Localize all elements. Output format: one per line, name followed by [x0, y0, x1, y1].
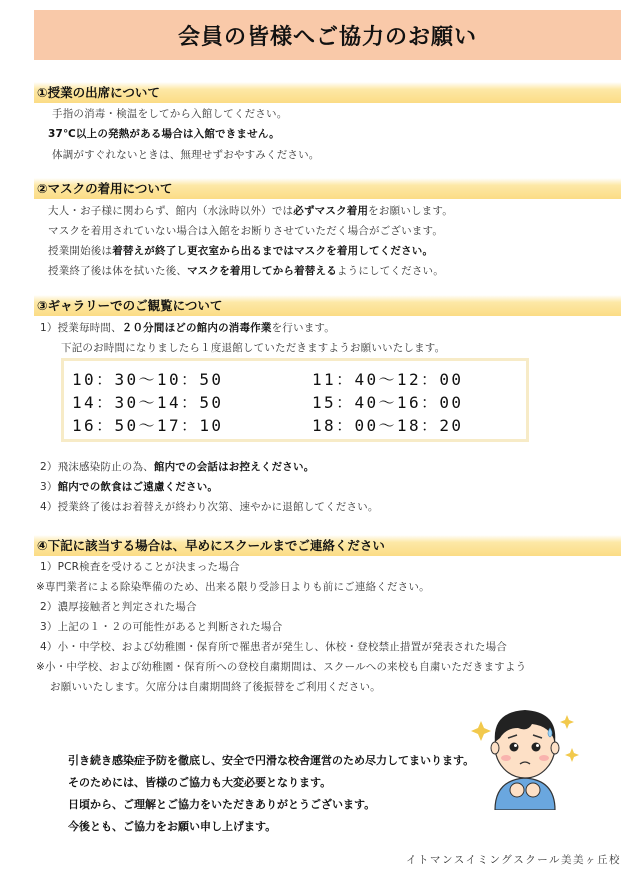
section-2-line — [48, 243, 433, 258]
section-heading-gallery: ③ギャラリーでのご観覧について — [34, 295, 621, 316]
section-4-line: ※小・中学校、および幼稚園・保育所への登校自粛期間は、スクールへの来校も自粛いただきますよう — [36, 661, 527, 673]
section-3-line — [40, 459, 314, 474]
section-4-line: 3）上記の１・２の可能性があると判断された場合 — [40, 621, 283, 633]
section-1-line — [52, 147, 320, 162]
time-slot: 15：40～16：00 — [312, 393, 464, 412]
section-1-line — [48, 126, 280, 141]
text: をお願いします。 — [368, 205, 453, 217]
closing-line: 日頃から、ご理解とご協力をいただきありがとうございます。 — [68, 798, 376, 811]
time-slot: 10：30～10：50 — [72, 370, 224, 389]
section-4-line: 1）PCR検査を受けることが決まった場合 — [40, 561, 240, 573]
time-slot: 18：00～18：20 — [312, 416, 464, 435]
text: 1）授業毎時間、 — [40, 322, 122, 334]
title-banner — [34, 10, 621, 60]
section-4-line: 4）小・中学校、および幼稚園・保育所で罹患者が発生し、休校・登校禁止措置が発表された場合 — [40, 641, 507, 653]
bold-text: 必ずマスク着用 — [293, 205, 369, 217]
text: 授業終了後は体を拭いた後、 — [48, 265, 188, 277]
section-4-line: お願いいたします。欠席分は自粛期間終了後振替をご利用ください。 — [50, 681, 381, 693]
section-3-line — [40, 499, 379, 514]
text: マスクを着用されていない場合は入館をお断りさせていただく場合がございます。 — [48, 225, 444, 237]
closing-line: 今後とも、ご協力をお願い申し上げます。 — [68, 820, 277, 833]
section-4-line: ※専門業者による除染準備のため、出来る限り受診日よりも前にご連絡ください。 — [36, 581, 430, 593]
section-4-line: 2）濃厚接触者と判定された場合 — [40, 601, 197, 613]
bold-text: 館内での会話はお控えください。 — [153, 461, 315, 473]
bold-text: ２０分間ほどの館内の消毒作業 — [121, 322, 272, 334]
text: 体調がすぐれないときは、無理せずおやすみください。 — [52, 149, 320, 161]
text: を行います。 — [271, 322, 335, 334]
text: 授業開始後は — [48, 245, 113, 257]
text: 大人・お子様に関わらず、館内（水泳時以外）では — [48, 205, 294, 217]
text: 手指の消毒・検温をしてから入館してください。 — [52, 108, 288, 120]
section-1-line — [52, 106, 287, 121]
section-3-line — [40, 320, 335, 335]
disinfection-schedule-box — [61, 358, 529, 442]
section-2-line — [48, 263, 444, 278]
fever-warning: 37℃以上の発熱がある場合は入館できません。 — [48, 128, 280, 140]
text: 2）飛沫感染防止の為、 — [40, 461, 154, 473]
text: 下記のお時間になりましたら１度退館していただきますようお願いいたします。 — [61, 342, 446, 354]
bold-text: マスクを着用してから着替える — [187, 265, 337, 277]
text: 4）授業終了後はお着替えが終わり次第、速やかに退館してください。 — [40, 501, 379, 513]
section-heading-mask: ②マスクの着用について — [34, 178, 621, 199]
closing-line: 引き続き感染症予防を徹底し、安全で円滑な校舎運営のため尽力してまいります。 — [68, 754, 475, 767]
time-slot: 16：50～17：10 — [72, 416, 224, 435]
page-title: 会員の皆様へご協力のお願い — [177, 24, 477, 50]
section-2-line — [48, 203, 453, 218]
section-3-line — [40, 479, 218, 494]
section-3-line — [61, 340, 445, 355]
time-slot: 11：40～12：00 — [312, 370, 464, 389]
bold-text: 館内での飲食はご遠慮ください。 — [57, 481, 219, 493]
section-heading-contact: ④下記に該当する場合は、早めにスクールまでご連絡ください — [34, 535, 621, 556]
closing-line: そのためには、皆様のご協力も大変必要となります。 — [68, 776, 332, 789]
text: ようにしてください。 — [336, 265, 444, 277]
bold-text: 着替えが終了し更衣室から出るまではマスクを着用してください。 — [112, 245, 434, 257]
time-slot: 14：30～14：50 — [72, 393, 224, 412]
footer-school-name: イトマンスイミングスクール美美ヶ丘校 — [406, 854, 621, 866]
worried-boy-illustration — [470, 698, 580, 810]
section-2-line — [48, 223, 443, 238]
section-heading-attendance: ①授業の出席について — [34, 82, 621, 103]
text: 3） — [40, 481, 58, 493]
